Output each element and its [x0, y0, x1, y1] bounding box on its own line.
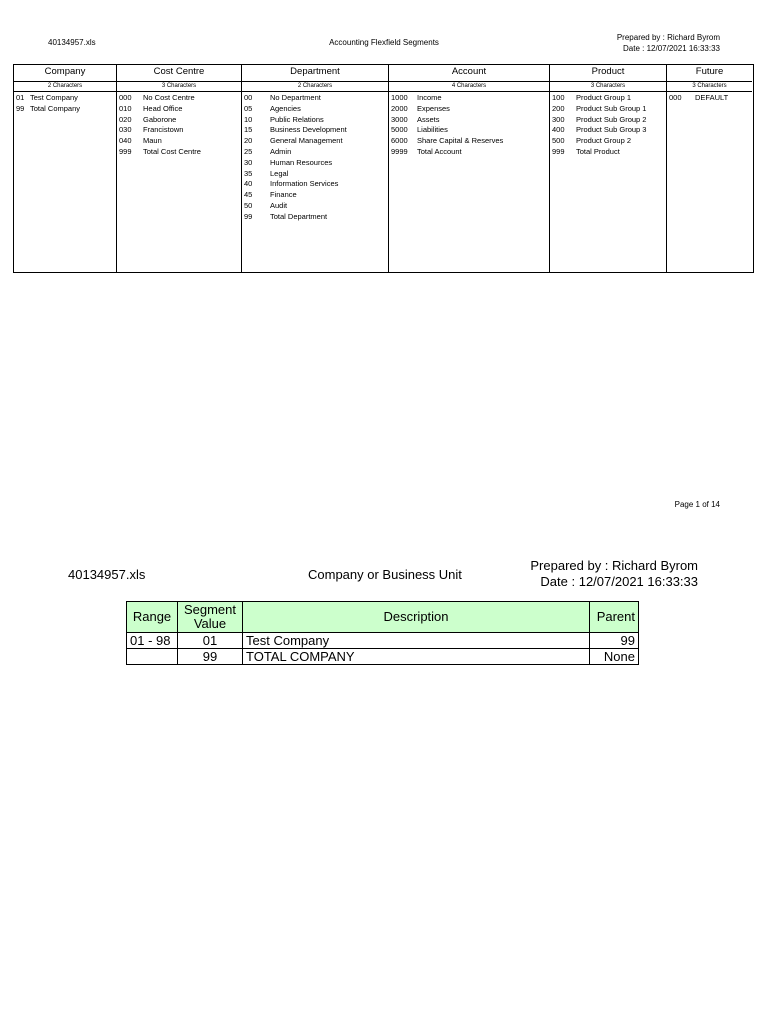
- segment-header: [14, 65, 116, 92]
- segment-value-row: [119, 147, 241, 158]
- segment-value-row: [244, 169, 388, 180]
- company-table: [126, 601, 639, 665]
- segment-value-row: [16, 104, 116, 115]
- segment-value-code: 020: [119, 114, 132, 124]
- segment-value-description: Gaborone: [143, 114, 177, 124]
- company-table-header-row: [127, 602, 639, 633]
- segment-column-company: [14, 65, 117, 272]
- page1-date: Date : 12/07/2021 16:33:33: [623, 44, 720, 53]
- segment-value-code: 200: [552, 103, 565, 113]
- segment-header: [389, 65, 549, 92]
- cell-parent: None: [590, 649, 639, 665]
- segment-value-row: [391, 104, 549, 115]
- segment-value-code: 25: [244, 146, 253, 156]
- segment-header: [242, 65, 388, 92]
- segment-value-description: Assets: [417, 114, 440, 124]
- segment-values: [389, 92, 549, 158]
- segment-header: [117, 65, 241, 92]
- page2-prepared-block: [530, 558, 698, 590]
- segment-value-description: Liabilities: [417, 125, 448, 135]
- segment-value-row: [244, 190, 388, 201]
- segment-value-code: 5000: [391, 125, 408, 135]
- segment-value-row: [119, 115, 241, 126]
- segment-value-code: 99: [16, 103, 25, 113]
- segment-value-description: Total Product: [576, 146, 620, 156]
- segment-value-description: Legal: [270, 168, 289, 178]
- segment-value-code: 2000: [391, 103, 408, 113]
- segment-value-code: 9999: [391, 146, 408, 156]
- segment-column-account: [389, 65, 550, 272]
- segment-value-code: 10: [244, 114, 253, 124]
- header-segment-line2: Value: [193, 616, 227, 631]
- segment-header: [667, 65, 752, 92]
- page1-title: Accounting Flexfield Segments: [329, 38, 439, 47]
- segment-length: 2 Characters: [242, 81, 388, 89]
- segment-value-code: 20: [244, 136, 253, 146]
- cell-segment-value: 01: [178, 633, 243, 649]
- segment-value-row: [244, 104, 388, 115]
- segment-value-code: 50: [244, 200, 253, 210]
- cell-description: Test Company: [243, 633, 590, 649]
- segment-value-description: Finance: [270, 190, 297, 200]
- segment-name: Future: [695, 66, 724, 77]
- segment-value-row: [552, 93, 666, 104]
- segment-value-description: Test Company: [30, 93, 78, 102]
- segment-value-description: Product Sub Group 2: [576, 114, 647, 124]
- segment-length: 3 Characters: [117, 81, 241, 89]
- segment-column-product: [550, 65, 667, 272]
- segment-value-description: Maun: [143, 136, 162, 146]
- page2-date: Date : 12/07/2021 16:33:33: [540, 574, 698, 589]
- segment-value-row: [669, 93, 752, 104]
- segment-name: Product: [591, 66, 625, 77]
- header-segment-line1: Segment: [183, 602, 237, 617]
- page2-prepared-by: Prepared by : Richard Byrom: [530, 558, 698, 573]
- segment-value-description: Product Group 2: [576, 136, 632, 146]
- segment-values: [14, 92, 116, 115]
- segment-value-code: 030: [119, 125, 132, 135]
- cell-segment-value: 99: [178, 649, 243, 665]
- segment-value-description: Business Development: [270, 125, 347, 135]
- segment-value-code: 010: [119, 103, 132, 113]
- segment-value-code: 45: [244, 190, 253, 200]
- segment-value-description: Total Company: [30, 103, 81, 113]
- segment-value-code: 040: [119, 136, 132, 146]
- segment-value-row: [244, 125, 388, 136]
- segment-value-row: [391, 125, 549, 136]
- segment-value-description: Product Sub Group 3: [576, 125, 647, 135]
- segment-value-code: 15: [244, 125, 253, 135]
- segment-values: [550, 92, 666, 158]
- segments-table: [13, 64, 754, 273]
- segment-value-row: [244, 201, 388, 212]
- page1-prepared-block: [617, 32, 720, 54]
- segment-value-code: 999: [552, 146, 565, 156]
- segment-value-code: 05: [244, 103, 253, 113]
- page2-filename: 40134957.xls: [68, 567, 146, 582]
- segment-value-description: Total Account: [417, 146, 462, 156]
- segment-value-code: 000: [669, 93, 682, 102]
- segment-value-row: [552, 115, 666, 126]
- segment-value-row: [244, 212, 388, 223]
- segment-length: 4 Characters: [389, 81, 549, 89]
- segment-value-description: Share Capital & Reserves: [417, 136, 504, 146]
- segment-value-row: [244, 179, 388, 190]
- segment-value-code: 100: [552, 93, 565, 102]
- segment-value-row: [391, 147, 549, 158]
- segment-column-cost-centre: [117, 65, 242, 272]
- segment-value-code: 40: [244, 179, 253, 189]
- page1-filename: 40134957.xls: [48, 38, 96, 47]
- segment-value-description: Audit: [270, 200, 288, 210]
- segment-value-row: [552, 147, 666, 158]
- segment-value-description: General Management: [270, 136, 343, 146]
- segment-name: Account: [451, 66, 487, 77]
- header-segment-value: [178, 602, 243, 633]
- segment-value-description: DEFAULT: [695, 93, 729, 102]
- segment-value-code: 01: [16, 93, 25, 102]
- table-row: [127, 649, 639, 665]
- segment-value-description: No Department: [270, 93, 321, 102]
- segment-value-description: Francistown: [143, 125, 184, 135]
- segment-value-row: [119, 125, 241, 136]
- segment-length: 3 Characters: [667, 81, 752, 89]
- header-parent: Parent: [590, 602, 639, 633]
- segment-name: Company: [44, 66, 86, 77]
- segment-value-code: 000: [119, 93, 132, 102]
- segment-name: Cost Centre: [153, 66, 205, 77]
- segment-column-future: [667, 65, 752, 272]
- segment-value-row: [16, 93, 116, 104]
- segment-length: 3 Characters: [550, 81, 666, 89]
- segment-value-description: Human Resources: [270, 157, 333, 167]
- segment-value-row: [244, 136, 388, 147]
- segment-column-department: [242, 65, 389, 272]
- cell-parent: 99: [590, 633, 639, 649]
- page1-prepared-by: Prepared by : Richard Byrom: [616, 33, 720, 42]
- header-description: Description: [243, 602, 590, 633]
- segment-values: [667, 92, 752, 104]
- segment-value-description: Agencies: [270, 103, 301, 113]
- header-range: Range: [127, 602, 178, 633]
- cell-range: [127, 649, 178, 665]
- page2-title: Company or Business Unit: [308, 567, 462, 582]
- segment-value-code: 00: [244, 93, 253, 102]
- cell-range: 01 - 98: [127, 633, 178, 649]
- segment-value-row: [552, 104, 666, 115]
- segment-value-code: 1000: [391, 93, 408, 102]
- segment-value-row: [119, 104, 241, 115]
- segment-value-code: 500: [552, 136, 565, 146]
- segment-value-row: [391, 136, 549, 147]
- cell-description: TOTAL COMPANY: [243, 649, 590, 665]
- segment-value-code: 99: [244, 211, 253, 221]
- segment-value-row: [244, 147, 388, 158]
- segment-value-code: 6000: [391, 136, 408, 146]
- segment-value-description: Information Services: [270, 179, 339, 189]
- segment-value-description: Product Sub Group 1: [576, 103, 647, 113]
- segment-value-description: Total Cost Centre: [143, 146, 201, 156]
- page-number: Page 1 of 14: [674, 500, 720, 509]
- segment-value-code: 35: [244, 168, 253, 178]
- segment-length: 2 Characters: [14, 81, 116, 89]
- segment-values: [242, 92, 388, 223]
- segment-value-description: Income: [417, 93, 442, 102]
- segment-value-description: Product Group 1: [576, 93, 632, 102]
- segment-value-row: [244, 115, 388, 126]
- segment-value-code: 300: [552, 114, 565, 124]
- segment-value-description: Expenses: [417, 103, 450, 113]
- segment-value-row: [552, 125, 666, 136]
- segment-value-description: Total Department: [270, 211, 328, 221]
- segment-value-row: [119, 136, 241, 147]
- segment-value-description: Admin: [270, 146, 292, 156]
- segment-name: Department: [290, 66, 340, 77]
- segment-values: [117, 92, 241, 158]
- segment-value-row: [552, 136, 666, 147]
- segment-value-description: No Cost Centre: [143, 93, 195, 102]
- segment-header: [550, 65, 666, 92]
- segment-value-description: Public Relations: [270, 114, 324, 124]
- segment-value-code: 400: [552, 125, 565, 135]
- segment-value-row: [391, 93, 549, 104]
- segment-value-row: [119, 93, 241, 104]
- segment-value-code: 999: [119, 146, 132, 156]
- segment-value-description: Head Office: [143, 103, 183, 113]
- segment-value-row: [244, 93, 388, 104]
- segment-value-code: 30: [244, 157, 253, 167]
- segment-value-row: [391, 115, 549, 126]
- segment-value-code: 3000: [391, 114, 408, 124]
- table-row: [127, 633, 639, 649]
- segment-value-row: [244, 158, 388, 169]
